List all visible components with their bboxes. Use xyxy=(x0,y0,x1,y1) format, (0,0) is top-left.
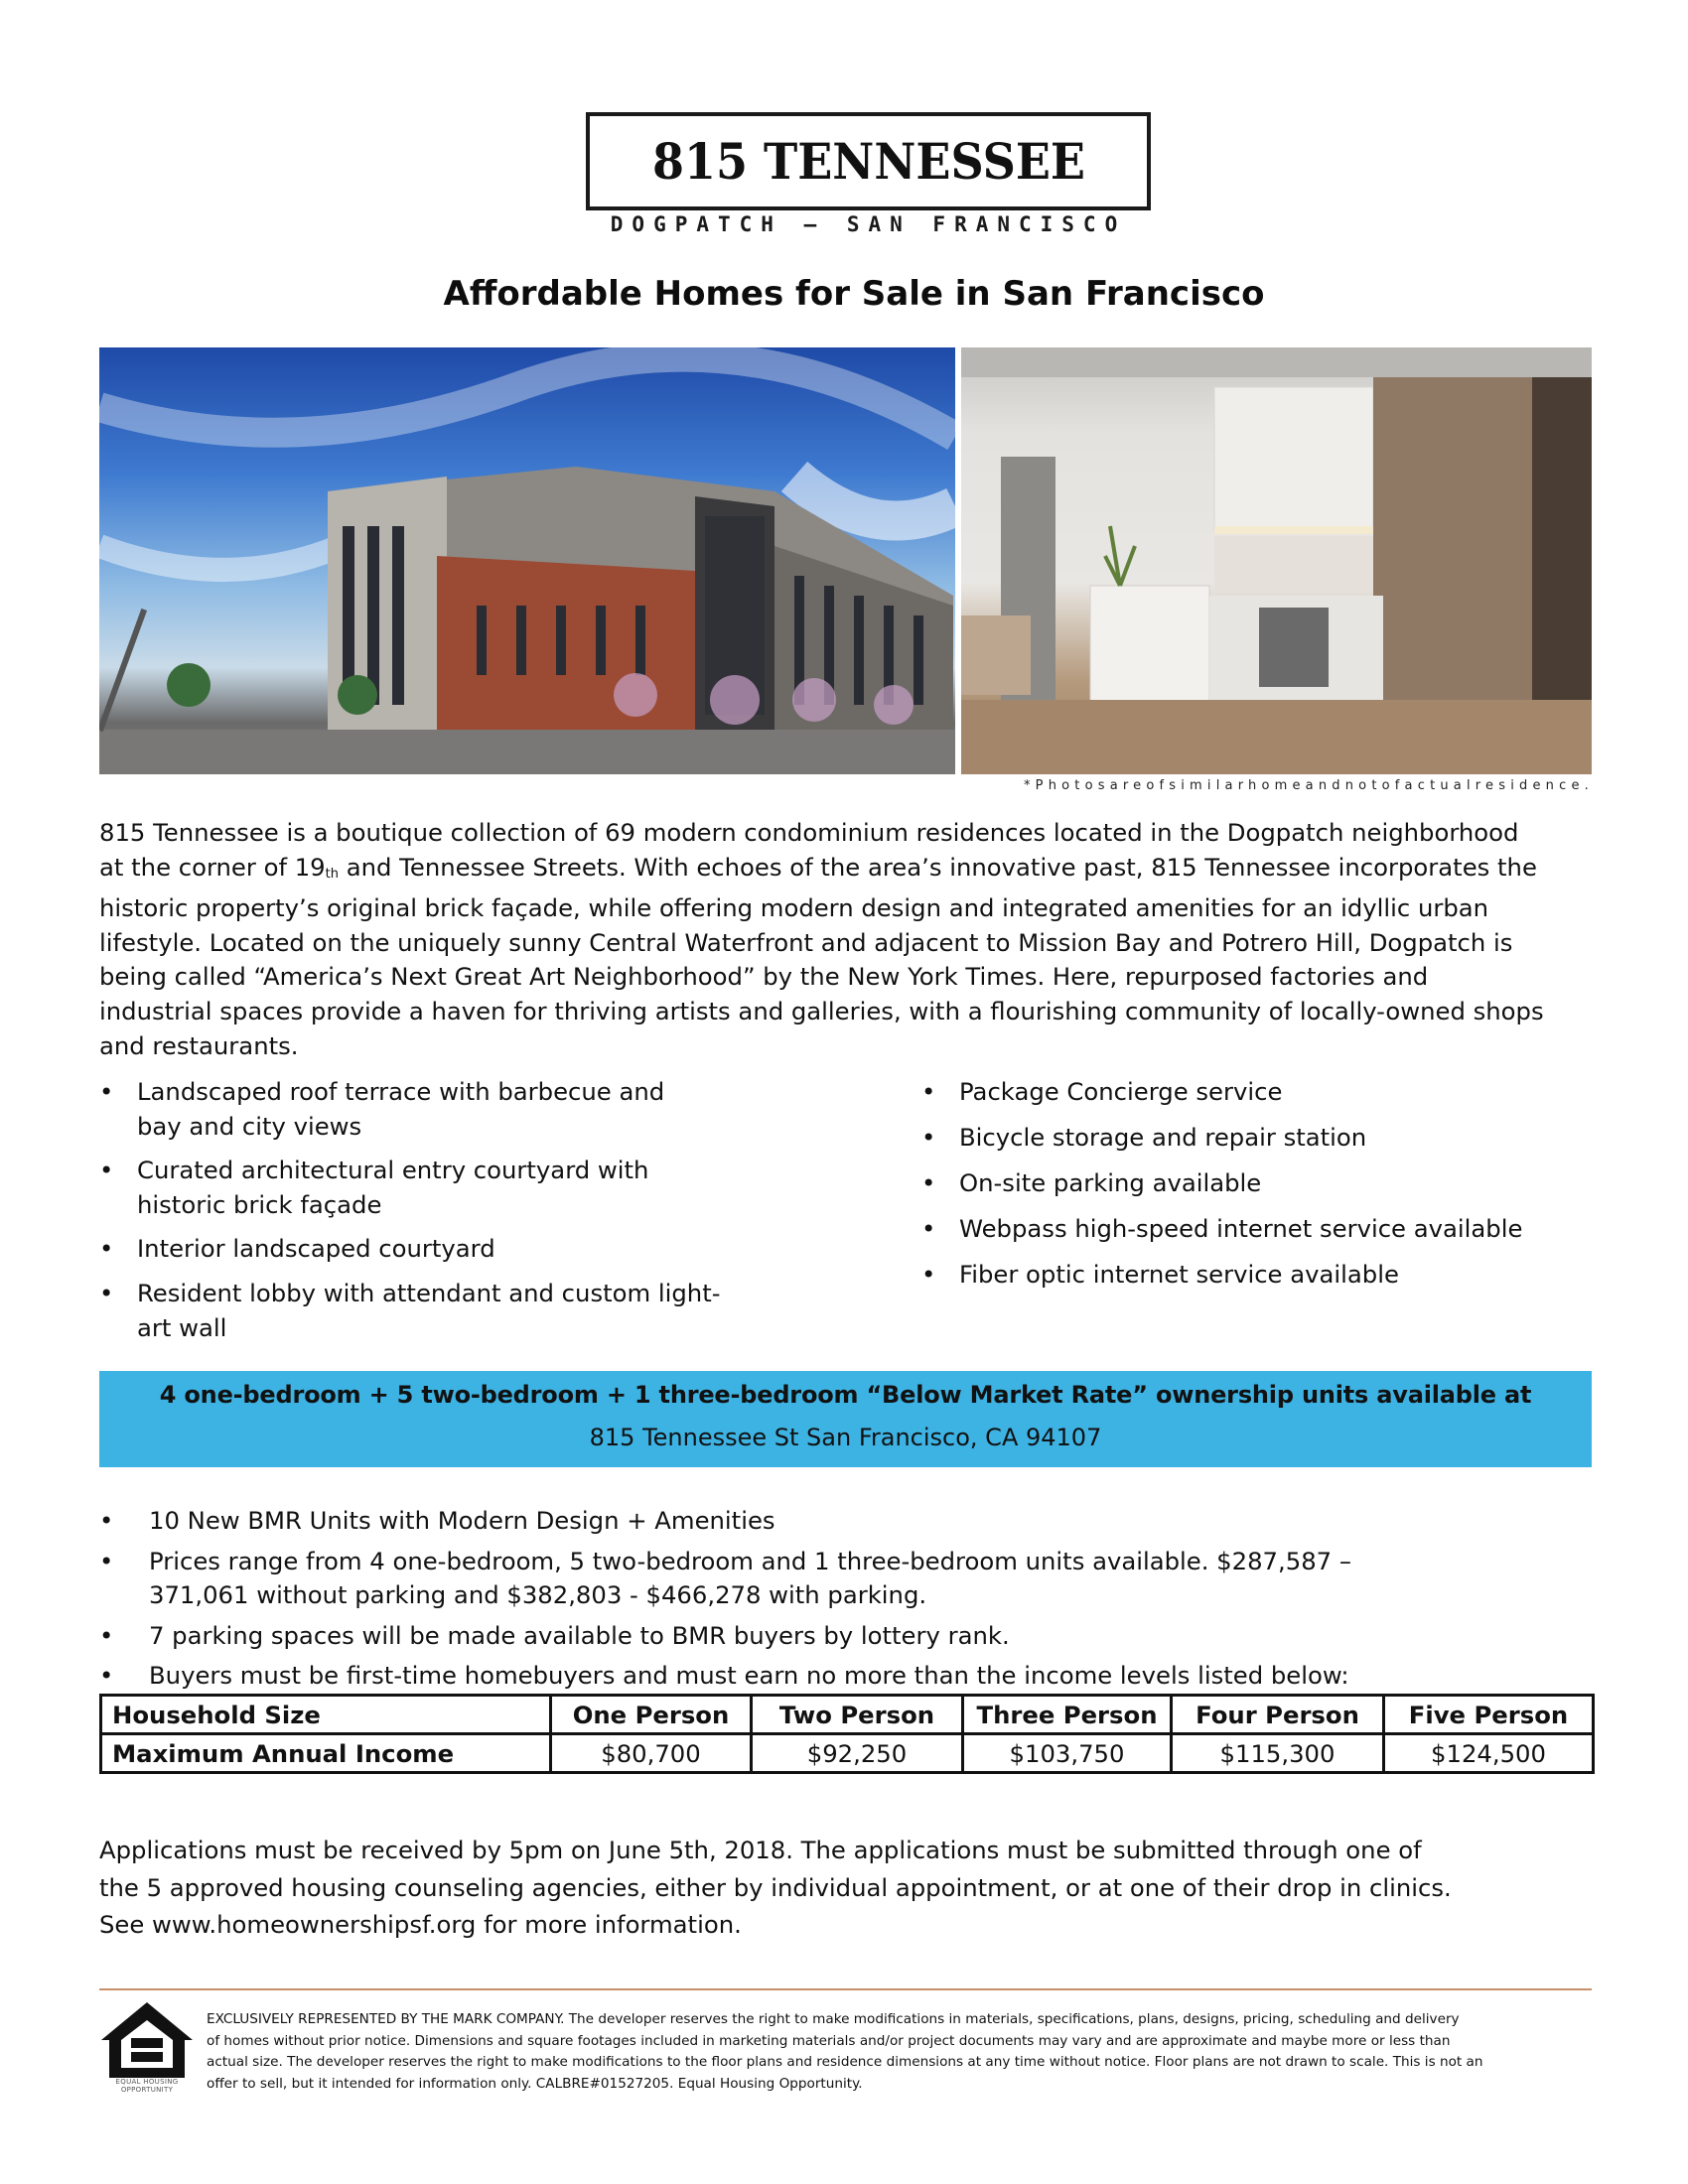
list-item: • Buyers must be first-time homebuyers and must earn no more than the income levels listed below: xyxy=(99,1659,1589,1694)
list-item: • Curated architectural entry courtyard with historic brick façade xyxy=(99,1156,649,1219)
kitchen-illustration-icon xyxy=(961,347,1592,774)
list-item: • Landscaped roof terrace with barbecue and bay and city views xyxy=(99,1077,665,1141)
bullet-icon: • xyxy=(921,1167,936,1197)
equal-housing-label: EQUAL HOUSING OPPORTUNITY xyxy=(115,2078,179,2094)
intro-paragraph xyxy=(99,816,1609,1063)
disclaimer-line: actual size. The developer reserves the right to make modifications to the floor plans and residence dimensions at any time without notice. Floor plans are not drawn to scale. This is not an xyxy=(207,2054,1483,2070)
list-item: • Resident lobby with attendant and custom light- art wall xyxy=(99,1278,721,1342)
banner-address: 815 Tennessee St San Francisco, CA 94107 xyxy=(589,1424,1102,1451)
logo xyxy=(586,112,1151,210)
table-header-cell: Three Person xyxy=(963,1696,1172,1734)
disclaimer-line: EXCLUSIVELY REPRESENTED BY THE MARK COMPANY. The developer reserves the right to make modifications in materials, specifications, plans, designs, pricing, scheduling and delivery xyxy=(207,2011,1460,2027)
list-item: • Bicycle storage and repair station xyxy=(921,1121,1617,1156)
bullet-icon: • xyxy=(921,1122,936,1152)
table-row xyxy=(101,1734,1594,1773)
list-item: • On-site parking available xyxy=(921,1166,1617,1201)
logo-name: 815 TENNESSEE xyxy=(651,132,1085,191)
table-cell: $115,300 xyxy=(1172,1734,1384,1773)
amenities-list-left xyxy=(99,1075,794,1355)
bullet-icon: • xyxy=(99,1156,114,1185)
applications-line: Applications must be received by 5pm on June 5th, 2018. The applications must be submitted through one of xyxy=(99,1836,1422,1864)
intro-line: historic property’s original brick façade, while offering modern design and integrated amenities for an idyllic urban xyxy=(99,893,1489,923)
table-cell: $92,250 xyxy=(752,1734,963,1773)
table-header-cell: Two Person xyxy=(752,1696,963,1734)
list-item: • Package Concierge service xyxy=(921,1075,1617,1110)
legal-disclaimer xyxy=(207,2009,1597,2095)
list-item: • 7 parking spaces will be made available to BMR buyers by lottery rank. xyxy=(99,1619,1589,1654)
bullet-icon: • xyxy=(99,1661,114,1691)
applications-line: the 5 approved housing counseling agencies, either by individual appointment, or at one of their drop in clinics. xyxy=(99,1872,1452,1902)
disclaimer-line: offer to sell, but it intended for information only. CALBRE#01527205. Equal Housing Opportunity. xyxy=(207,2075,863,2092)
bullet-icon: • xyxy=(99,1077,114,1106)
photo-caption: *Photosareofsimilarhomeandnotofactualresidence. xyxy=(1023,778,1594,793)
table-header-cell: Five Person xyxy=(1384,1696,1594,1734)
list-item: • Fiber optic internet service available xyxy=(921,1258,1617,1293)
superscript-th: th xyxy=(325,866,339,882)
logo-tagline: DOGPATCH – SAN FRANCISCO xyxy=(610,212,1127,236)
table-cell: $80,700 xyxy=(551,1734,752,1773)
list-item: • 10 New BMR Units with Modern Design + Amenities xyxy=(99,1504,1589,1539)
interior-photo xyxy=(961,347,1592,774)
list-item: • Interior landscaped courtyard xyxy=(99,1232,794,1267)
bmr-details-list xyxy=(99,1504,1589,1698)
table-header-cell: Four Person xyxy=(1172,1696,1384,1734)
intro-line: being called “America’s Next Great Art Neighborhood” by the New York Times. Here, repurposed factories and xyxy=(99,962,1429,992)
intro-line: at the corner of $19_{th}$ and Tennessee Streets. With echoes of the area’s innovative past, 815 Tennessee incorporates the xyxy=(99,852,1537,882)
bullet-icon: • xyxy=(99,1234,114,1264)
bullet-icon: • xyxy=(99,1620,114,1650)
table-header-row xyxy=(101,1696,1594,1734)
bullet-icon: • xyxy=(921,1213,936,1243)
building-illustration-icon xyxy=(99,347,955,774)
intro-line: 815 Tennessee is a boutique collection of 69 modern condominium residences located in the Dogpatch neighborhood xyxy=(99,818,1519,847)
table-cell: $124,500 xyxy=(1384,1734,1594,1773)
bullet-icon: • xyxy=(99,1278,114,1307)
table-header-cell: One Person xyxy=(551,1696,752,1734)
income-limits-table xyxy=(99,1694,1595,1774)
table-row-label: Maximum Annual Income xyxy=(101,1734,551,1773)
bullet-icon: • xyxy=(921,1077,936,1106)
amenities-list-right xyxy=(921,1075,1617,1303)
banner-headline: 4 one-bedroom + 5 two-bedroom + 1 three-bedroom “Below Market Rate” ownership units available at xyxy=(159,1381,1532,1409)
list-item: • Prices range from 4 one-bedroom, 5 two-bedroom and 1 three-bedroom units available. $287,587 – 371,061 without parking and $382,803 - $466,278 with parking. xyxy=(99,1546,1351,1610)
units-banner xyxy=(99,1371,1592,1467)
intro-line: lifestyle. Located on the uniquely sunny Central Waterfront and adjacent to Mission Bay and Potrero Hill, Dogpatch is xyxy=(99,927,1513,957)
footer-divider xyxy=(99,1988,1592,1990)
bullet-icon: • xyxy=(99,1546,114,1575)
table-header-cell: Household Size xyxy=(101,1696,551,1734)
equal-housing-house-icon xyxy=(99,2000,195,2080)
bullet-icon: • xyxy=(99,1506,114,1535)
applications-paragraph xyxy=(99,1832,1609,1944)
bullet-icon: • xyxy=(921,1259,936,1289)
intro-line: industrial spaces provide a haven for thriving artists and galleries, with a flourishing community of locally-owned shops xyxy=(99,996,1544,1025)
page-title: Affordable Homes for Sale in San Francisco xyxy=(443,274,1265,314)
intro-line: and restaurants. xyxy=(99,1030,299,1060)
list-item: • Webpass high-speed internet service available xyxy=(921,1212,1617,1247)
disclaimer-line: of homes without prior notice. Dimensions and square footages included in marketing materials and/or project documents may vary and are approximate and maybe more or less than xyxy=(207,2032,1451,2049)
equal-housing-logo xyxy=(99,2000,195,2096)
exterior-photo xyxy=(99,347,955,774)
applications-line: See www.homeownershipsf.org for more information. xyxy=(99,1910,742,1939)
table-cell: $103,750 xyxy=(963,1734,1172,1773)
